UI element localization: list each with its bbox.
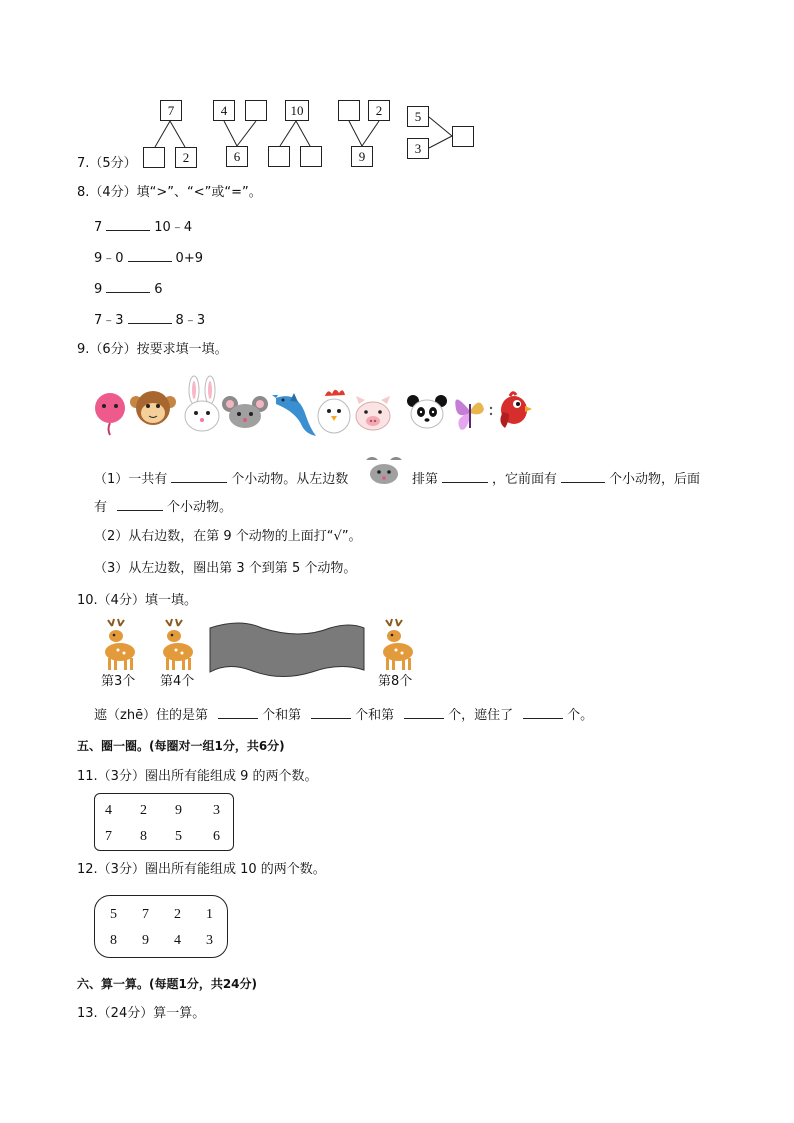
q11-number-grid: [94, 793, 234, 851]
q7-g1-right: 2: [175, 147, 197, 168]
q12-num[interactable]: 5: [110, 907, 117, 922]
q9-p1-text-e: 个小动物，后面: [609, 472, 701, 487]
q12-num[interactable]: 1: [206, 907, 213, 922]
q9-p1-text-f: 有: [94, 500, 108, 515]
q11-num[interactable]: 6: [213, 829, 220, 844]
q8-row-4-left: 7﹣3: [94, 313, 124, 328]
deer-icon: [163, 619, 193, 670]
q11-num[interactable]: 7: [105, 829, 112, 844]
q10-deer-label-3: 第8个: [378, 674, 413, 689]
q9-p1-text-g: 个小动物。: [167, 500, 233, 515]
q12-num[interactable]: 7: [142, 907, 149, 922]
q8-row-3-right: 6: [154, 282, 163, 297]
q11-num[interactable]: 3: [213, 803, 220, 818]
q8-row-2-right: 0+9: [175, 251, 203, 266]
section-5-title: 五、圈一圈。(每圈对一组1分，共6分): [77, 739, 285, 753]
q9-p1-text-b: 个小动物。从左边数: [231, 472, 349, 487]
q8-row-1-right: 10﹣4: [154, 220, 193, 235]
q10-blank-2[interactable]: [311, 706, 351, 719]
q7-g5-in-bottom: 3: [407, 138, 429, 159]
q11-num[interactable]: 8: [140, 829, 147, 844]
q11-num[interactable]: 9: [175, 803, 182, 818]
q11-num[interactable]: 4: [105, 803, 112, 818]
q10-s-d: 个，遮住了: [448, 708, 514, 723]
q12-number-grid: [94, 895, 228, 958]
q7-g2-bottom: 6: [226, 146, 248, 167]
q10-s-e: 个。: [567, 708, 594, 723]
q9-p1-text-a: （1）一共有: [94, 472, 168, 487]
q11-num[interactable]: 2: [140, 803, 147, 818]
deer-icon: [383, 619, 413, 670]
q7-g4-top-right: 2: [368, 100, 390, 121]
q10-blank-4[interactable]: [523, 706, 563, 719]
q9-part-2: （2）从右边数，在第 9 个动物的上面打“√”。: [94, 529, 362, 544]
q7-g1-top: 7: [160, 100, 182, 121]
q9-part-3: （3）从左边数，圈出第 3 个到第 5 个动物。: [94, 561, 357, 576]
q11-num[interactable]: 5: [175, 829, 182, 844]
q12-num[interactable]: 9: [142, 933, 149, 948]
q12-num[interactable]: 3: [206, 933, 213, 948]
q12-num[interactable]: 4: [174, 933, 181, 948]
q9-label: 9.（6分）按要求填一填。: [77, 342, 228, 357]
q7-g5-in-top: 5: [407, 106, 429, 127]
q10-deer-label-1: 第3个: [101, 674, 136, 689]
q8-row-2-left: 9﹣0: [94, 251, 124, 266]
q10-s-c: 个和第: [355, 708, 395, 723]
q10-sentence: [94, 706, 593, 724]
q9-p1-text-d: ，它前面有: [492, 472, 558, 487]
q10-blank-3[interactable]: [404, 706, 444, 719]
q10-s-a: 遮（zhē）住的是第: [94, 708, 209, 723]
cover-cloth: [210, 623, 364, 677]
q12-label: 12.（3分）圈出所有能组成 10 的两个数。: [77, 862, 326, 877]
q10-blank-1[interactable]: [218, 706, 258, 719]
q7-g4-bottom: 9: [351, 146, 373, 167]
q7-g3-top: 10: [285, 100, 309, 121]
q12-num[interactable]: 2: [174, 907, 181, 922]
q10-s-b: 个和第: [262, 708, 302, 723]
q10-deer-label-2: 第4个: [160, 674, 195, 689]
q7-g2-top-left: 4: [213, 100, 235, 121]
section-6-title: 六、算一算。(每题1分，共24分): [77, 977, 258, 991]
q12-num[interactable]: 8: [110, 933, 117, 948]
q7-label: 7.（5分）: [77, 156, 137, 171]
q8-row-1-left: 7: [94, 220, 103, 235]
q10-label: 10.（4分）填一填。: [77, 593, 197, 608]
q8-row-3-left: 9: [94, 282, 103, 297]
q8-row-4-right: 8﹣3: [175, 313, 206, 328]
q11-label: 11.（3分）圈出所有能组成 9 的两个数。: [77, 769, 318, 784]
q9-p1-text-c: 排第: [412, 472, 439, 487]
q13-label: 13.（24分）算一算。: [77, 1006, 206, 1021]
q8-label: 8.（4分）填“>”、“<”或“=”。: [77, 185, 262, 200]
deer-icon: [105, 619, 135, 670]
